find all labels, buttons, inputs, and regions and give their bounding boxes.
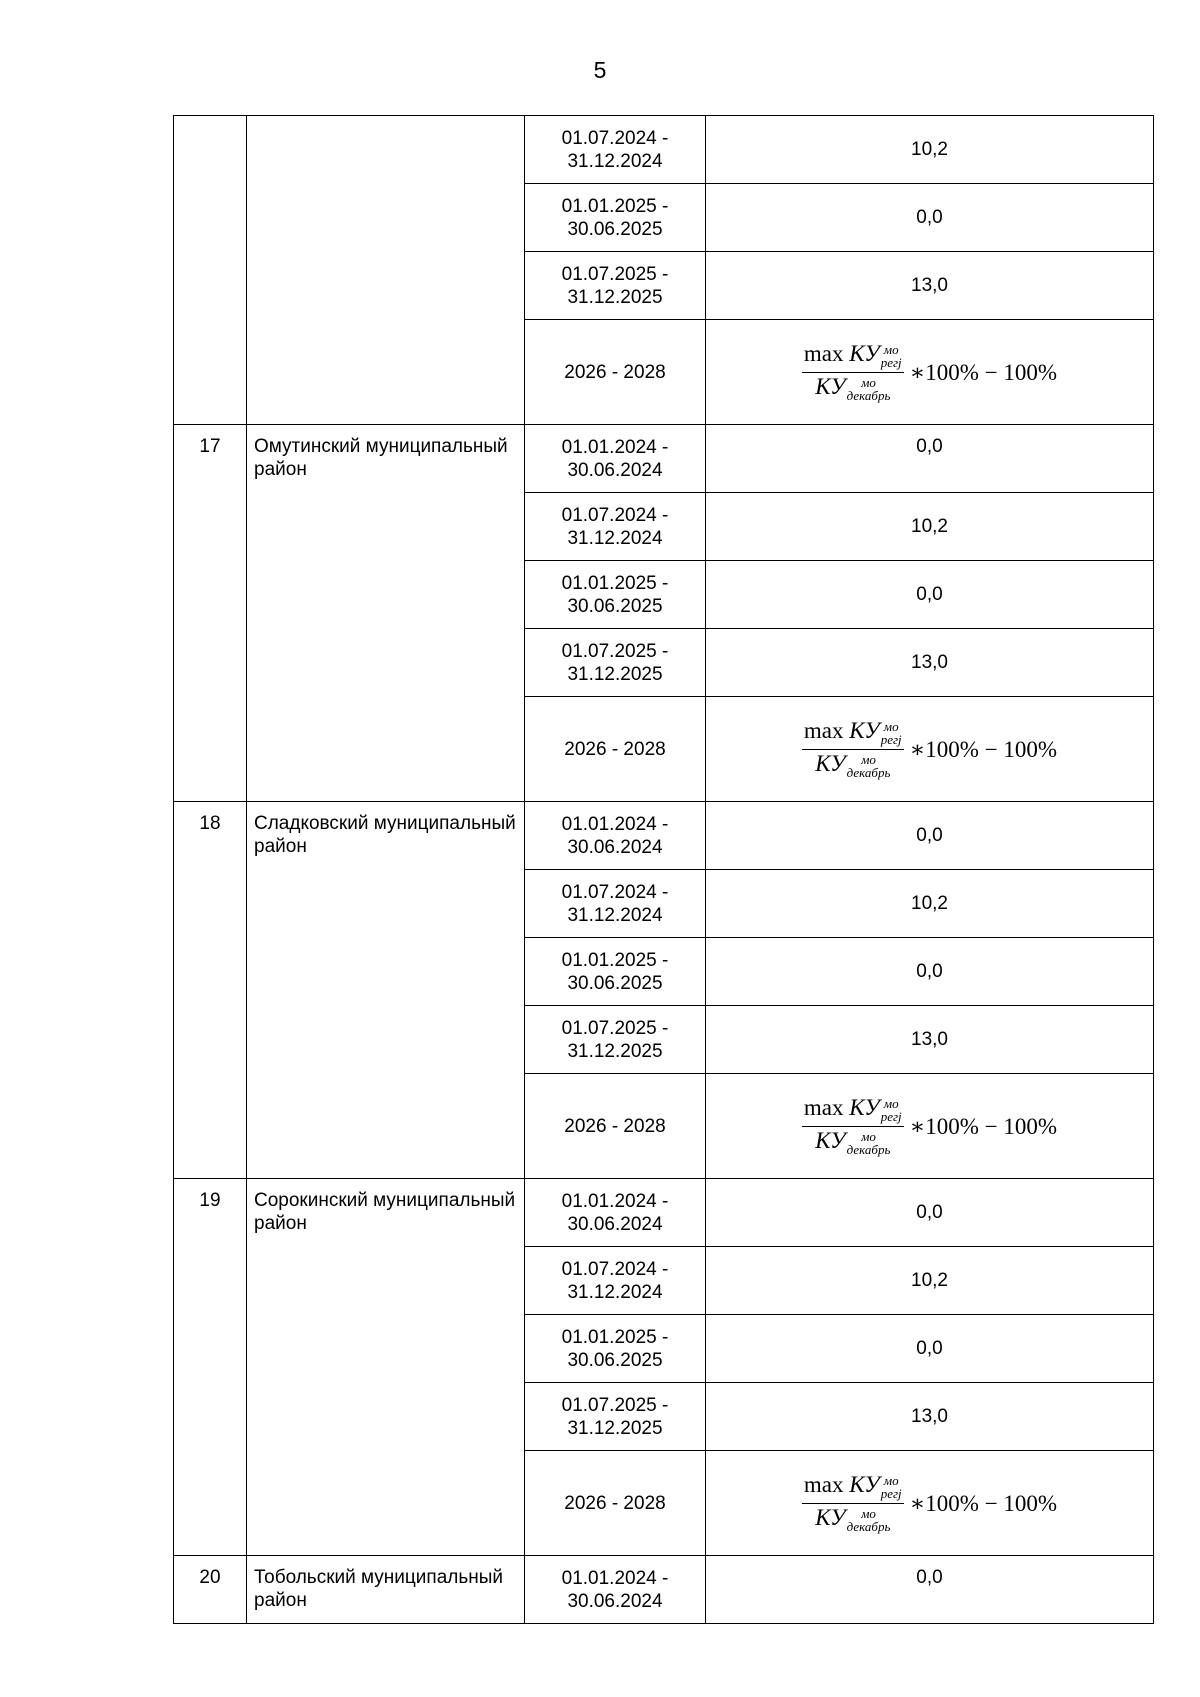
table-row xyxy=(174,1179,1154,1247)
period-start: 2026 - 2028 xyxy=(564,738,666,760)
table-row xyxy=(174,116,1154,184)
value-cell: 10,2 xyxy=(706,493,1154,561)
district-cell: Сладковский муниципальный район xyxy=(247,802,525,1179)
period-end: 31.12.2024 xyxy=(567,1281,663,1303)
formula-sup: мо xyxy=(883,1473,899,1488)
period-end: 31.12.2025 xyxy=(567,1417,663,1439)
period-cell xyxy=(525,697,706,802)
period-cell xyxy=(525,629,706,697)
period-end: 30.06.2025 xyxy=(567,218,663,240)
value-cell: 0,0 xyxy=(706,184,1154,252)
formula-max: max xyxy=(803,718,844,744)
period-start: 01.01.2024 - xyxy=(561,1567,669,1589)
period-start: 01.07.2024 - xyxy=(561,127,669,149)
district-cell: Сорокинский муниципальный район xyxy=(247,1179,525,1556)
period-cell xyxy=(525,1383,706,1451)
period-start: 01.07.2024 - xyxy=(561,881,669,903)
period-end: 31.12.2025 xyxy=(567,286,663,308)
period-end: 30.06.2025 xyxy=(567,595,663,617)
formula-cell xyxy=(706,1451,1154,1556)
period-cell xyxy=(525,1315,706,1383)
period-start: 01.07.2025 - xyxy=(561,640,669,662)
tariff-table xyxy=(173,115,1154,1624)
district-cell: Омутинский муниципальный район xyxy=(247,425,525,802)
page-number: 5 xyxy=(593,57,607,83)
formula xyxy=(802,1473,1057,1532)
period-start: 2026 - 2028 xyxy=(564,1492,666,1514)
formula-sub: декабрь xyxy=(846,1518,891,1534)
period-start: 01.07.2025 - xyxy=(561,263,669,285)
formula xyxy=(802,342,1057,401)
formula-cell xyxy=(706,1074,1154,1179)
period-end: 30.06.2025 xyxy=(567,1349,663,1371)
table-row xyxy=(174,425,1154,493)
formula-sub: регj xyxy=(880,1109,902,1124)
formula-sub: декабрь xyxy=(846,1141,891,1157)
formula-sup: мо xyxy=(883,342,899,357)
period-cell xyxy=(525,1179,706,1247)
formula-sub: регj xyxy=(880,355,902,370)
table-row xyxy=(174,1556,1154,1624)
period-end: 31.12.2024 xyxy=(567,150,663,172)
formula-tail: ∗100% − 100% xyxy=(909,359,1058,385)
formula-max: max xyxy=(803,1472,844,1498)
period-end: 30.06.2024 xyxy=(567,836,663,858)
value-cell: 0,0 xyxy=(706,1556,1154,1624)
period-cell xyxy=(525,1556,706,1624)
row-number-cell xyxy=(174,116,247,425)
value-cell: 0,0 xyxy=(706,561,1154,629)
formula-tail: ∗100% − 100% xyxy=(909,736,1058,762)
row-number-cell: 20 xyxy=(174,1556,247,1624)
period-start: 01.01.2025 - xyxy=(561,949,669,971)
period-start: 01.07.2024 - xyxy=(561,504,669,526)
value-cell: 0,0 xyxy=(706,425,1154,493)
value-cell: 13,0 xyxy=(706,1383,1154,1451)
period-cell xyxy=(525,425,706,493)
period-start: 01.07.2024 - xyxy=(561,1258,669,1280)
formula-ku: КУ xyxy=(849,341,880,367)
formula-max: max xyxy=(803,1095,844,1121)
period-end: 31.12.2025 xyxy=(567,663,663,685)
period-cell xyxy=(525,802,706,870)
value-cell: 0,0 xyxy=(706,802,1154,870)
formula-sup: мо xyxy=(861,1128,876,1144)
formula-tail: ∗100% − 100% xyxy=(909,1490,1058,1516)
row-number-cell: 17 xyxy=(174,425,247,802)
period-end: 30.06.2024 xyxy=(567,459,663,481)
formula-max: max xyxy=(803,341,844,367)
period-end: 31.12.2025 xyxy=(567,1040,663,1062)
period-end: 31.12.2024 xyxy=(567,527,663,549)
formula-ku: КУ xyxy=(849,718,880,744)
period-cell xyxy=(525,493,706,561)
formula-sup: мо xyxy=(861,1505,876,1521)
formula-ku: КУ xyxy=(815,374,846,399)
period-cell xyxy=(525,938,706,1006)
formula-cell xyxy=(706,320,1154,425)
period-start: 01.01.2025 - xyxy=(561,195,669,217)
period-cell xyxy=(525,1247,706,1315)
formula xyxy=(802,719,1057,778)
period-start: 2026 - 2028 xyxy=(564,361,666,383)
period-start: 01.01.2024 - xyxy=(561,1190,669,1212)
period-cell xyxy=(525,116,706,184)
period-cell xyxy=(525,1006,706,1074)
period-cell xyxy=(525,561,706,629)
formula-sub: регj xyxy=(880,1486,902,1501)
row-number-cell: 18 xyxy=(174,802,247,1179)
value-cell: 13,0 xyxy=(706,252,1154,320)
table-row xyxy=(174,802,1154,870)
formula-ku: КУ xyxy=(849,1472,880,1498)
value-cell: 13,0 xyxy=(706,1006,1154,1074)
formula-sub: регj xyxy=(880,732,902,747)
formula-ku: КУ xyxy=(815,1128,846,1153)
formula-sup: мо xyxy=(883,719,899,734)
period-cell xyxy=(525,1451,706,1556)
value-cell: 10,2 xyxy=(706,116,1154,184)
period-cell xyxy=(525,184,706,252)
value-cell: 0,0 xyxy=(706,1315,1154,1383)
period-cell xyxy=(525,252,706,320)
district-cell: Тобольский муниципальный район xyxy=(247,1556,525,1624)
period-end: 30.06.2025 xyxy=(567,972,663,994)
value-cell: 10,2 xyxy=(706,1247,1154,1315)
district-cell xyxy=(247,116,525,425)
period-end: 30.06.2024 xyxy=(567,1590,663,1612)
formula-sup: мо xyxy=(883,1096,899,1111)
formula-cell xyxy=(706,697,1154,802)
formula-tail: ∗100% − 100% xyxy=(909,1113,1058,1139)
period-start: 01.01.2024 - xyxy=(561,813,669,835)
value-cell: 10,2 xyxy=(706,870,1154,938)
period-start: 2026 - 2028 xyxy=(564,1115,666,1137)
period-start: 01.01.2025 - xyxy=(561,572,669,594)
formula-sub: декабрь xyxy=(846,387,891,403)
formula-sup: мо xyxy=(861,374,876,390)
period-end: 30.06.2024 xyxy=(567,1213,663,1235)
formula-ku: КУ xyxy=(815,751,846,776)
period-cell xyxy=(525,870,706,938)
formula-sub: декабрь xyxy=(846,764,891,780)
period-start: 01.07.2025 - xyxy=(561,1017,669,1039)
period-start: 01.01.2025 - xyxy=(561,1326,669,1348)
period-end: 31.12.2024 xyxy=(567,904,663,926)
value-cell: 13,0 xyxy=(706,629,1154,697)
formula-ku: КУ xyxy=(849,1095,880,1121)
value-cell: 0,0 xyxy=(706,1179,1154,1247)
period-cell xyxy=(525,1074,706,1179)
formula-sup: мо xyxy=(861,751,876,767)
period-cell xyxy=(525,320,706,425)
period-start: 01.01.2024 - xyxy=(561,436,669,458)
formula-ku: КУ xyxy=(815,1505,846,1530)
value-cell: 0,0 xyxy=(706,938,1154,1006)
formula xyxy=(802,1096,1057,1155)
row-number-cell: 19 xyxy=(174,1179,247,1556)
period-start: 01.07.2025 - xyxy=(561,1394,669,1416)
